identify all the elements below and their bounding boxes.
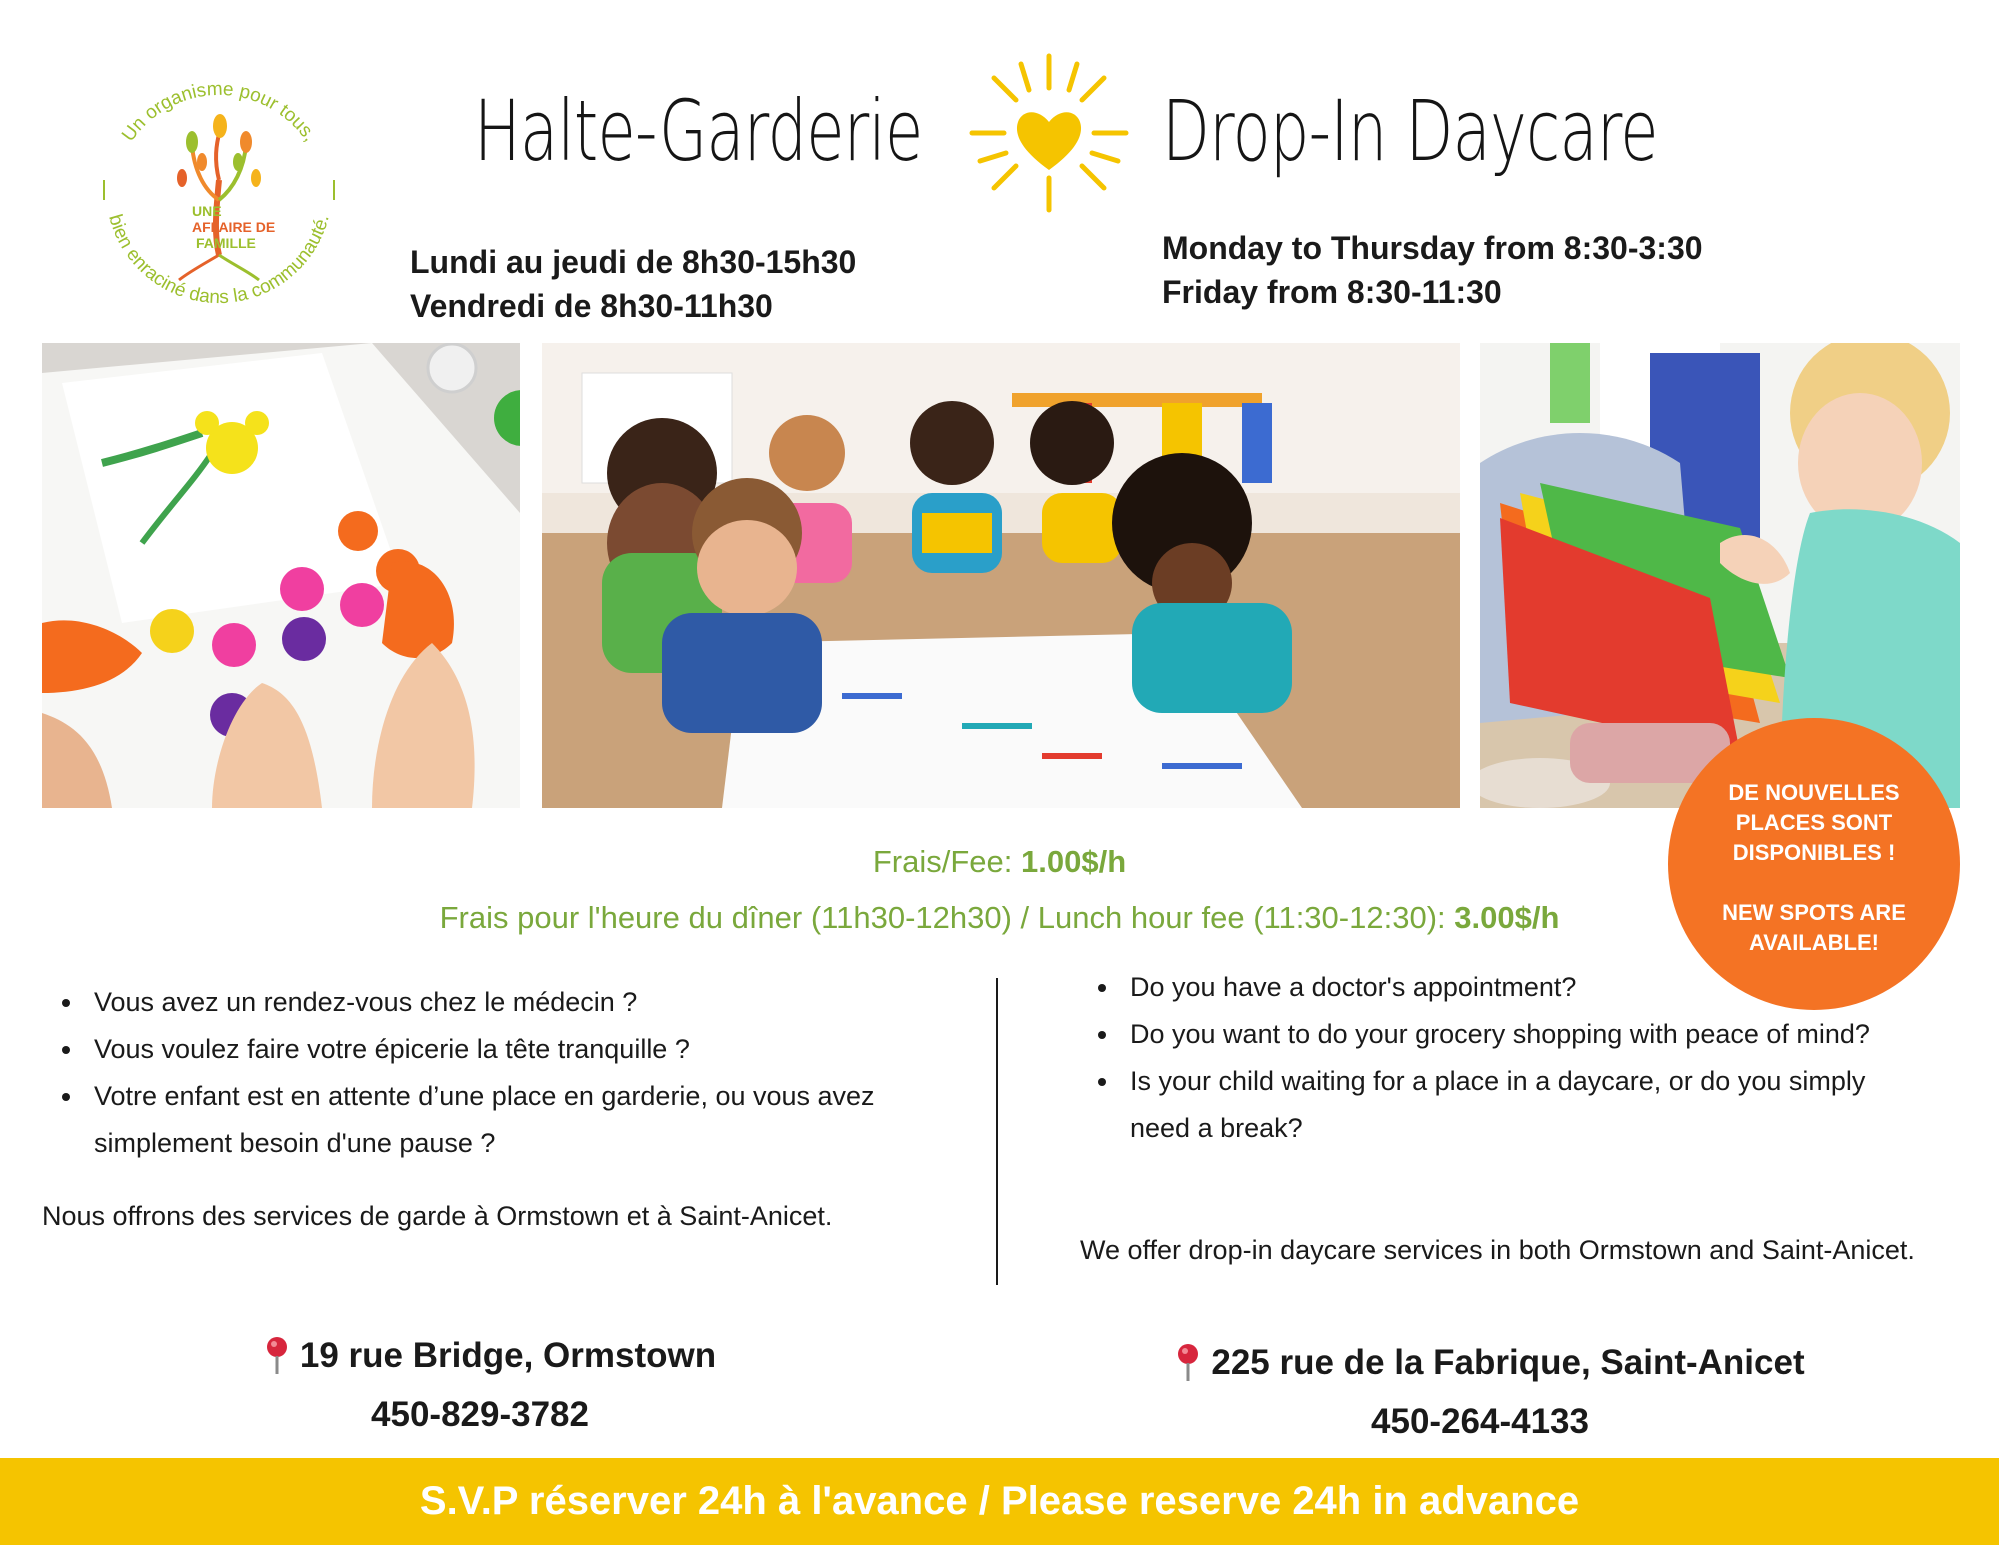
hours-french <box>410 240 856 328</box>
logo-name-line3: FAMILLE <box>196 235 256 251</box>
badge-en-line1: NEW SPOTS ARE <box>1722 900 1906 925</box>
fee-hourly <box>0 844 1999 880</box>
address-saint-anicet <box>1130 1343 1850 1392</box>
fee-lunch <box>0 900 1999 936</box>
photo-finger-painting <box>42 343 520 808</box>
hours-fr-friday: Vendredi de 8h30-11h30 <box>410 288 773 324</box>
list-item: Do you want to do your grocery shopping with peace of mind? <box>1078 1011 1928 1058</box>
logo-arc-top: Un organisme pour tous, <box>118 78 321 146</box>
fee-label: Frais/Fee: <box>872 844 1022 879</box>
badge-fr-line3: DISPONIBLES ! <box>1732 840 1896 865</box>
hours-english <box>1162 226 1703 314</box>
address-ormstown <box>230 1336 750 1385</box>
map-pin-icon <box>1175 1343 1201 1383</box>
services-paragraph-english: We offer drop-in daycare services in both Ormstown and Saint-Anicet. <box>1080 1235 1915 1265</box>
address-text: 225 rue de la Fabrique, Saint-Anicet <box>1211 1343 1805 1382</box>
list-item: Votre enfant est en attente d’une place en garderie, ou vous avez simplement besoin d'une pause ? <box>42 1073 962 1167</box>
hours-en-weekdays: Monday to Thursday from 8:30-3:30 <box>1162 230 1703 266</box>
lunch-fee-value: 3.00$/h <box>1454 900 1560 935</box>
fee-value: 1.00$/h <box>1021 844 1127 879</box>
bullet-list-french <box>42 979 962 1167</box>
list-item: Do you have a doctor's appointment? <box>1078 964 1928 1011</box>
organization-logo <box>84 50 354 320</box>
column-divider <box>996 978 998 1285</box>
list-item: Vous avez un rendez-vous chez le médecin ? <box>42 979 962 1026</box>
services-paragraph-french: Nous offrons des services de garde à Ormstown et à Saint-Anicet. <box>42 1201 833 1231</box>
photo-children-drawing <box>542 343 1460 808</box>
sun-heart-icon <box>966 50 1132 216</box>
phone-saint-anicet[interactable]: 450-264-4133 <box>1371 1402 1589 1441</box>
address-text: 19 rue Bridge, Ormstown <box>299 1336 717 1375</box>
badge-fr-line2: PLACES SONT <box>1735 810 1893 835</box>
logo-arc-bottom: bien enraciné dans la communauté. <box>104 212 334 309</box>
badge-fr-line1: DE NOUVELLES <box>1728 780 1900 805</box>
map-pin-icon <box>264 1336 290 1376</box>
hours-en-friday: Friday from 8:30-11:30 <box>1162 274 1502 310</box>
list-item: Vous voulez faire votre épicerie la tête tranquille ? <box>42 1026 962 1073</box>
logo-name-line2: AFFAIRE DE <box>192 219 276 235</box>
bullet-list-english <box>1078 964 1928 1152</box>
badge-en-line2: AVAILABLE! <box>1749 930 1879 955</box>
title-english: Drop-In Daycare <box>1162 82 1658 180</box>
logo-name-line1: UNE <box>192 203 222 219</box>
hours-fr-weekdays: Lundi au jeudi de 8h30-15h30 <box>410 244 857 280</box>
tree-icon <box>177 114 261 280</box>
reservation-footer: S.V.P réserver 24h à l'avance / Please reserve 24h in advance <box>0 1458 1999 1545</box>
title-french: Halte-Garderie <box>474 82 923 180</box>
list-item: Is your child waiting for a place in a daycare, or do you simply need a break? <box>1078 1058 1928 1152</box>
phone-ormstown[interactable]: 450-829-3782 <box>371 1395 589 1434</box>
lunch-fee-label: Frais pour l'heure du dîner (11h30-12h30) / Lunch hour fee (11:30-12:30): <box>439 900 1455 935</box>
